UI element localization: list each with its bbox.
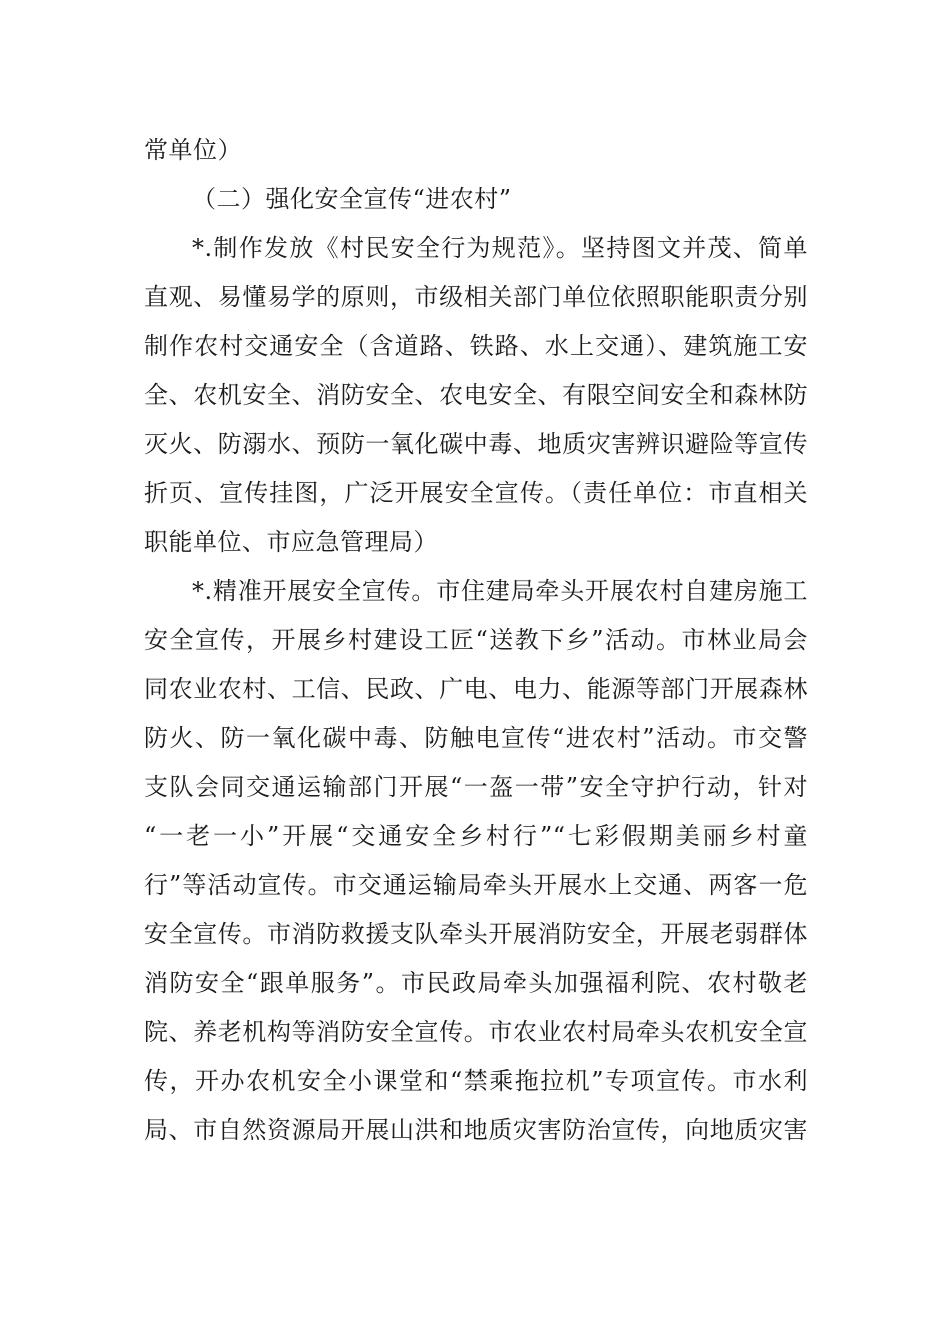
text-line: *.精准开展安全宣传。市住建局牵头开展农村自建房施工 bbox=[192, 577, 808, 605]
text-line: 全、农机安全、消防安全、农电安全、有限空间安全和森林防 bbox=[144, 381, 808, 409]
text-line: （二）强化安全宣传“进农村” bbox=[192, 185, 512, 213]
text-line: 安全宣传。市消防救援支队牵头开展消防安全，开展老弱群体 bbox=[144, 920, 808, 948]
text-line: 防火、防一氧化碳中毒、防触电宣传“进农村”活动。市交警 bbox=[144, 724, 808, 752]
document-body bbox=[144, 126, 808, 1155]
text-line: 局、市自然资源局开展山洪和地质灾害防治宣传，向地质灾害 bbox=[144, 1116, 808, 1144]
text-line: 制作农村交通安全（含道路、铁路、水上交通）、建筑施工安 bbox=[144, 332, 808, 360]
text-line: 灭火、防溺水、预防一氧化碳中毒、地质灾害辨识避险等宣传 bbox=[144, 430, 808, 458]
text-line: “一老一小”开展“交通安全乡村行”“七彩假期美丽乡村童 bbox=[144, 822, 808, 850]
text-line: 职能单位、市应急管理局） bbox=[144, 528, 438, 556]
text-line: *.制作发放《村民安全行为规范》。坚持图文并茂、简单 bbox=[192, 234, 808, 262]
text-line: 消防安全“跟单服务”。市民政局牵头加强福利院、农村敬老 bbox=[144, 969, 808, 997]
text-line: 折页、宣传挂图，广泛开展安全宣传。（责任单位：市直相关 bbox=[144, 479, 808, 507]
text-line: 行”等活动宣传。市交通运输局牵头开展水上交通、两客一危 bbox=[144, 871, 808, 899]
text-line: 直观、易懂易学的原则，市级相关部门单位依照职能职责分别 bbox=[144, 283, 808, 311]
text-line: 传，开办农机安全小课堂和“禁乘拖拉机”专项宣传。市水利 bbox=[144, 1067, 808, 1095]
text-line: 常单位） bbox=[144, 136, 242, 164]
text-line: 同农业农村、工信、民政、广电、电力、能源等部门开展森林 bbox=[144, 675, 808, 703]
text-line: 安全宣传，开展乡村建设工匠“送教下乡”活动。市林业局会 bbox=[144, 626, 808, 654]
text-line: 支队会同交通运输部门开展“一盔一带”安全守护行动，针对 bbox=[144, 773, 808, 801]
text-line: 院、养老机构等消防安全宣传。市农业农村局牵头农机安全宣 bbox=[144, 1018, 808, 1046]
